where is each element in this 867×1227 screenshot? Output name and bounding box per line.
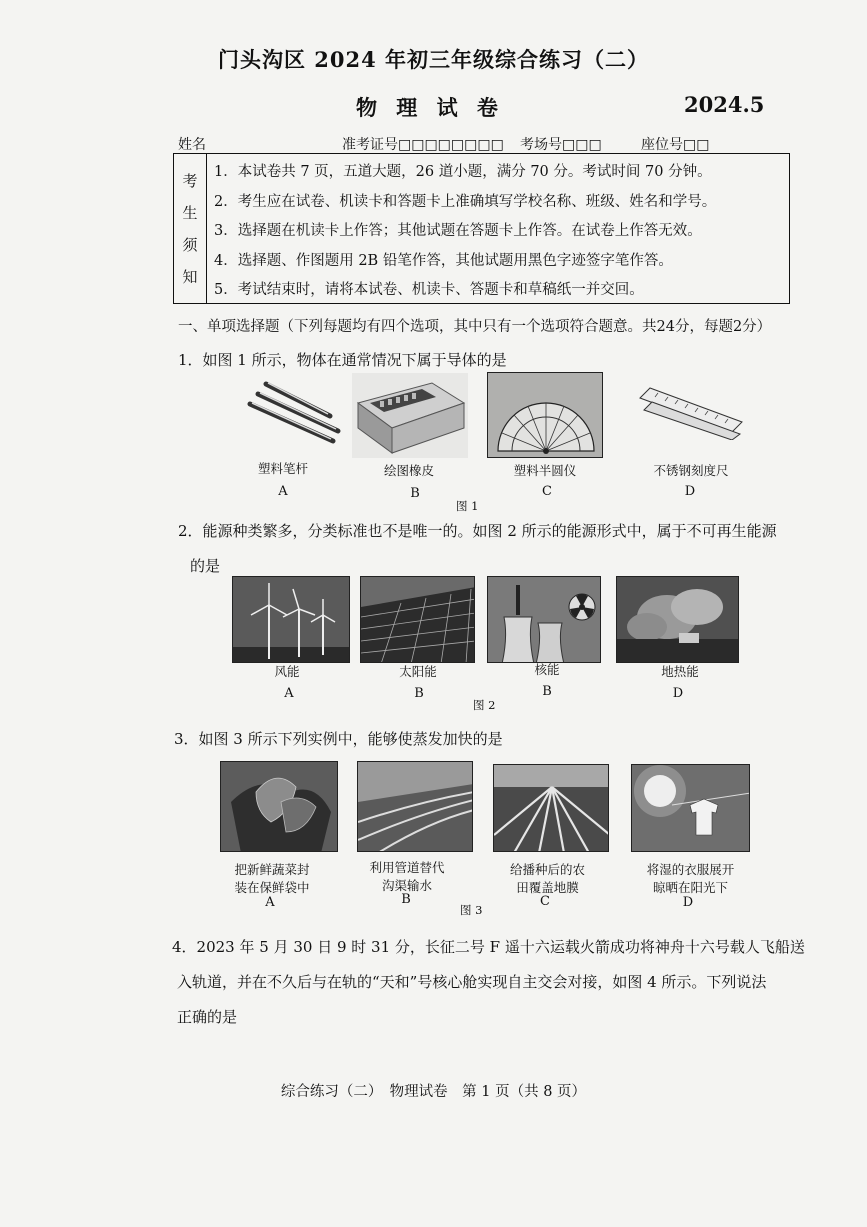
section-heading: 一、单项选择题（下列每题均有四个选项，其中只有一个选项符合题意。共24分，每题2分） xyxy=(178,319,772,335)
figure-3-label: 图 3 xyxy=(460,903,483,917)
q1-caption-d: 不锈钢刻度尺 xyxy=(653,463,729,478)
pipe-irrigation-image xyxy=(357,761,473,852)
notice-item: 4．选择题、作图题用 2B 铅笔作答，其他试题用黑色字迹签字笔作答。 xyxy=(214,252,673,269)
q2-option-c: B xyxy=(542,684,552,699)
mulch-film-image xyxy=(493,764,609,852)
question-2-text-line1: 2．能源种类繁多，分类标准也不是唯一的。如图 2 所示的能源形式中，属于不可再生能源 xyxy=(178,522,777,540)
steel-ruler-image xyxy=(636,380,746,440)
question-4-line2: 入轨道，并在不久后与在轨的“天和”号核心舱实现自主交会对接，如图 4 所示。下列说法 xyxy=(177,973,767,991)
q2-caption-c: 核能 xyxy=(534,662,560,677)
q2-caption-a: 风能 xyxy=(274,664,300,679)
q3-caption-c-line1: 给播种后的农 xyxy=(509,862,585,877)
eraser-image xyxy=(352,373,468,458)
q2-caption-d: 地热能 xyxy=(661,664,699,679)
notice-item: 2．考生应在试卷、机读卡和答题卡上准确填写学校名称、班级、姓名和学号。 xyxy=(214,193,717,210)
figure-1-label: 图 1 xyxy=(456,499,479,513)
q1-option-d: D xyxy=(684,484,696,499)
q3-option-c: C xyxy=(540,894,550,909)
q3-caption-b-line2: 沟渠输水 xyxy=(381,878,432,893)
q3-caption-d-line2: 晾晒在阳光下 xyxy=(652,880,728,895)
protractor-image xyxy=(487,372,603,458)
exam-id-field: 准考证号□□□□□□□□ xyxy=(342,137,504,153)
geothermal-energy-image xyxy=(616,576,739,663)
q3-caption-a-line1: 把新鲜蔬菜封 xyxy=(234,862,310,877)
drying-clothes-image xyxy=(631,764,750,852)
plastic-pen-image xyxy=(238,376,343,456)
exam-title: 门头沟区 2024 年初三年级综合练习（二） xyxy=(217,47,650,72)
q1-caption-c: 塑料半圆仪 xyxy=(513,463,577,478)
notice-label-char: 知 xyxy=(182,268,198,287)
q3-option-b: B xyxy=(401,892,411,907)
figure-2-label: 图 2 xyxy=(473,698,496,712)
exam-date: 2024.5 xyxy=(684,92,765,117)
wind-energy-image xyxy=(232,576,350,663)
notice-label-char: 须 xyxy=(182,236,198,255)
q3-caption-a-line2: 装在保鲜袋中 xyxy=(234,880,310,895)
q2-option-a: A xyxy=(284,686,294,701)
notice-label-char: 生 xyxy=(182,203,198,222)
q1-caption-b: 绘图橡皮 xyxy=(383,463,434,478)
question-4-line1: 4．2023 年 5 月 30 日 9 时 31 分，长征二号 F 遥十六运载火箭成功将神舟十六号载人飞船送 xyxy=(172,938,805,956)
q3-caption-c-line2: 田覆盖地膜 xyxy=(516,880,579,895)
q3-option-a: A xyxy=(265,895,275,910)
q3-caption-b-line1: 利用管道替代 xyxy=(369,860,445,875)
q1-option-b: B xyxy=(410,486,420,501)
vegetable-bag-image xyxy=(220,761,338,852)
subject-title: 物 理 试 卷 xyxy=(356,95,504,120)
notice-label xyxy=(174,154,207,303)
question-1-text: 1．如图 1 所示，物体在通常情况下属于导体的是 xyxy=(178,351,507,369)
name-field xyxy=(178,134,306,154)
notice-item: 1．本试卷共 7 页，五道大题，26 道小题，满分 70 分。考试时间 70 分钟。 xyxy=(214,164,712,180)
name-blank xyxy=(206,139,306,154)
notice-items xyxy=(214,158,783,306)
room-field: 考场号□□□ xyxy=(520,137,602,153)
question-3-text: 3．如图 3 所示下列实例中，能够使蒸发加快的是 xyxy=(174,730,503,748)
q2-option-d: D xyxy=(672,686,684,701)
notice-label-char: 考 xyxy=(182,171,198,190)
q1-caption-a: 塑料笔杆 xyxy=(257,461,308,476)
seat-field: 座位号□□ xyxy=(641,137,710,153)
question-4-line3: 正确的是 xyxy=(177,1008,238,1026)
exam-notice-box xyxy=(173,153,790,304)
solar-energy-image xyxy=(360,576,475,663)
q3-option-d: D xyxy=(682,895,694,910)
notice-item: 5．考试结束时，请将本试卷、机读卡、答题卡和草稿纸一并交回。 xyxy=(214,282,644,298)
q2-caption-b: 太阳能 xyxy=(399,664,437,679)
q1-option-c: C xyxy=(542,484,552,499)
q3-caption-d-line1: 将湿的衣服展开 xyxy=(646,862,735,877)
page-footer: 综合练习（二） 物理试卷 第 1 页（共 8 页） xyxy=(280,1084,587,1100)
notice-item: 3．选择题在机读卡上作答；其他试题在答题卡上作答。在试卷上作答无效。 xyxy=(214,223,702,239)
name-label: 姓名 xyxy=(178,137,206,153)
nuclear-energy-image xyxy=(487,576,601,663)
q2-option-b: B xyxy=(414,686,424,701)
question-2-text-line2: 的是 xyxy=(190,557,221,575)
q1-option-a: A xyxy=(278,484,288,499)
